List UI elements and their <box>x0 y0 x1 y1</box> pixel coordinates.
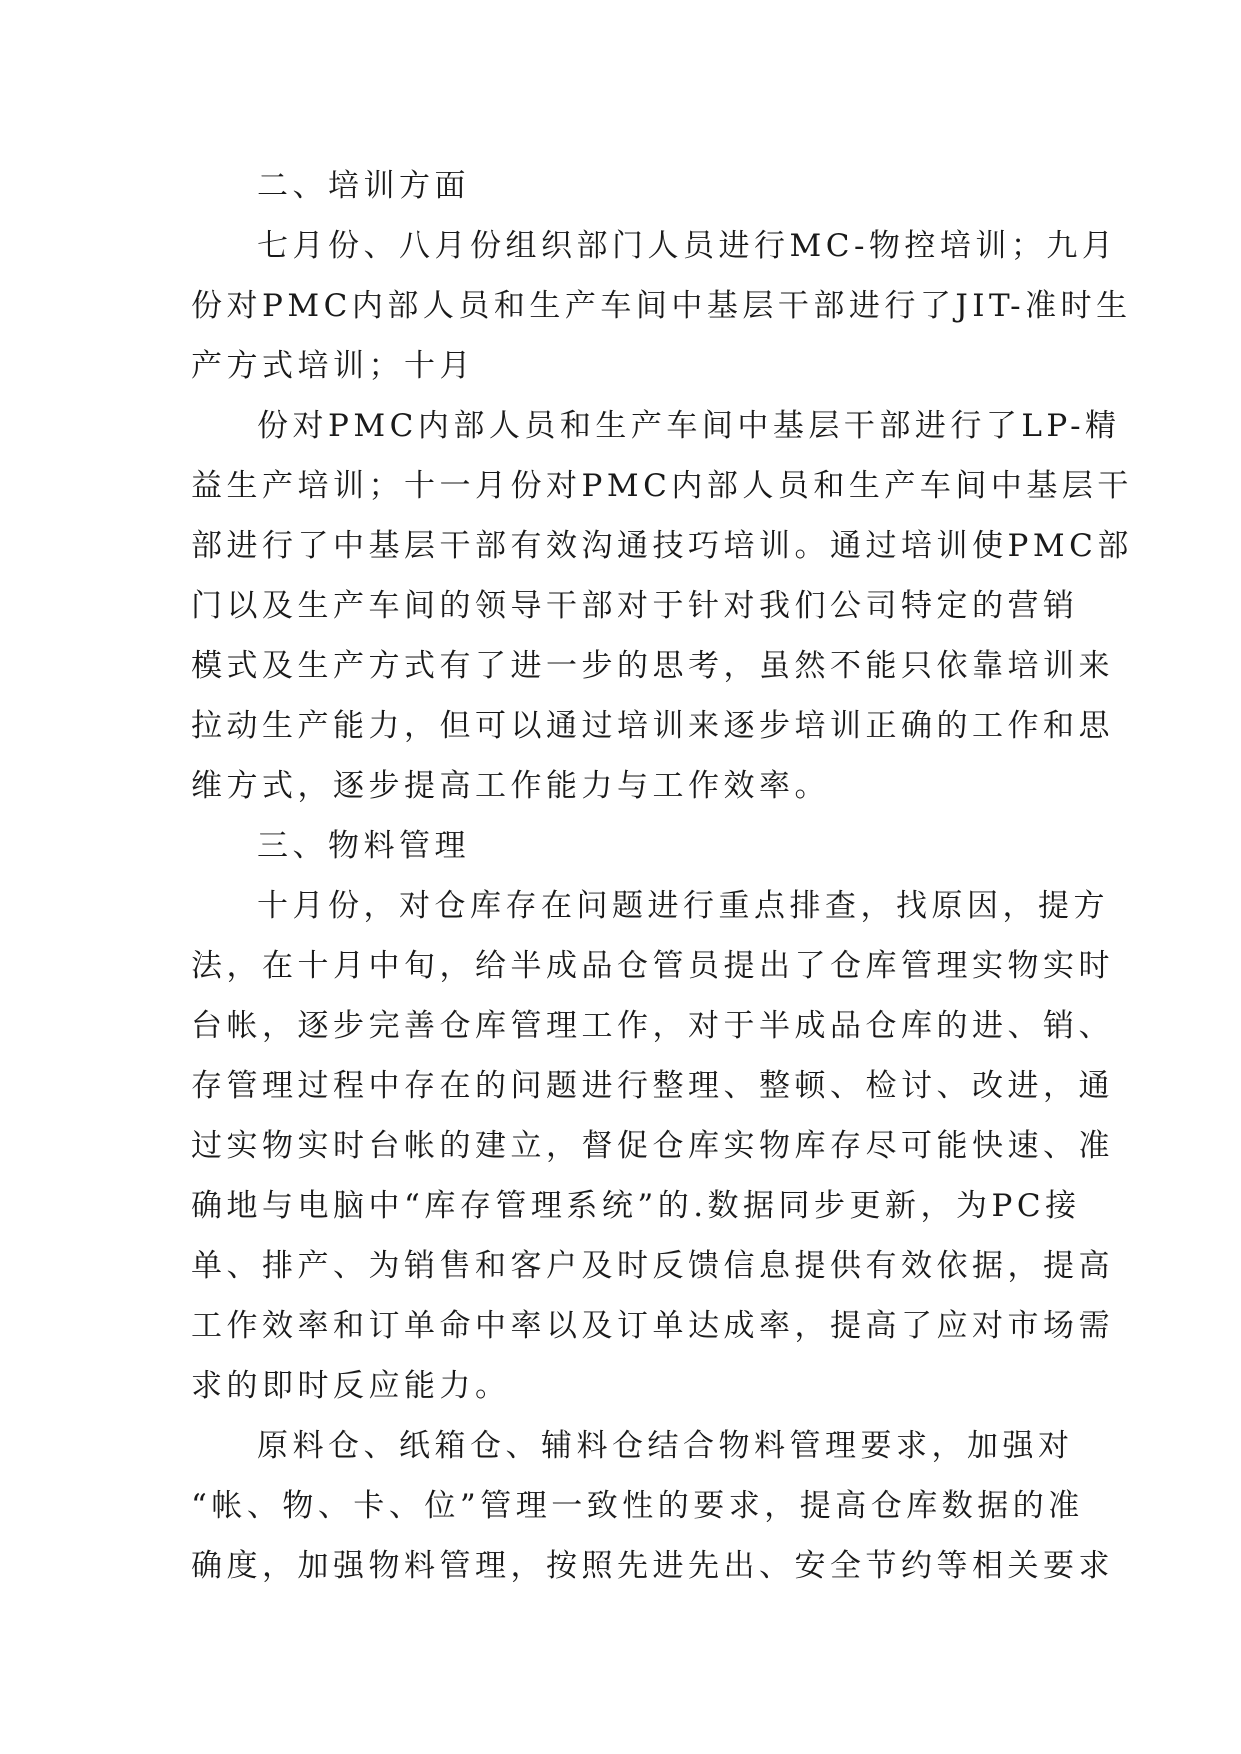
text-line: 十月份，对仓库存在问题进行重点排查，找原因，提方 <box>257 888 1109 924</box>
text-line: 法，在十月中旬，给半成品仓管员提出了仓库管理实物实时 <box>191 948 1114 984</box>
text-line: 过实物实时台帐的建立，督促仓库实物库存尽可能快速、准 <box>191 1128 1114 1164</box>
text-line: 份对PMC内部人员和生产车间中基层干部进行了LP-精 <box>257 408 1121 444</box>
text-line: 部进行了中基层干部有效沟通技巧培训。通过培训使PMC部 <box>191 528 1133 564</box>
text-line: 确度，加强物料管理，按照先进先出、安全节约等相关要求 <box>191 1548 1114 1584</box>
text-line: 单、排产、为销售和客户及时反馈信息提供有效依据，提高 <box>191 1248 1114 1284</box>
text-line: 确地与电脑中“库存管理系统”的.数据同步更新，为PC接 <box>191 1188 1081 1224</box>
text-line: 工作效率和订单命中率以及订单达成率，提高了应对市场需 <box>191 1308 1114 1344</box>
text-line: 原料仓、纸箱仓、辅料仓结合物料管理要求，加强对 <box>257 1428 1074 1464</box>
text-line: 份对PMC内部人员和生产车间中基层干部进行了JIT-准时生 <box>191 288 1132 324</box>
document-body <box>191 156 1133 1596</box>
text-line: 拉动生产能力，但可以通过培训来逐步培训正确的工作和思 <box>191 708 1114 744</box>
text-line: “帐、物、卡、位”管理一致性的要求，提高仓库数据的准 <box>191 1488 1084 1524</box>
text-line: 模式及生产方式有了进一步的思考，虽然不能只依靠培训来 <box>191 648 1114 684</box>
text-line: 台帐，逐步完善仓库管理工作，对于半成品仓库的进、销、 <box>191 1008 1114 1044</box>
text-line: 七月份、八月份组织部门人员进行MC-物控培训；九月 <box>257 228 1118 264</box>
text-line: 产方式培训；十月 <box>191 348 475 384</box>
text-line: 求的即时反应能力。 <box>191 1368 511 1404</box>
text-line: 维方式，逐步提高工作能力与工作效率。 <box>191 768 830 804</box>
text-line: 存管理过程中存在的问题进行整理、整顿、检讨、改进，通 <box>191 1068 1114 1104</box>
text-line: 益生产培训；十一月份对PMC内部人员和生产车间中基层干 <box>191 468 1133 504</box>
section-heading-materials: 三、物料管理 <box>257 828 470 864</box>
section-heading-training: 二、培训方面 <box>257 168 470 204</box>
text-line: 门以及生产车间的领导干部对于针对我们公司特定的营销 <box>191 588 1079 624</box>
